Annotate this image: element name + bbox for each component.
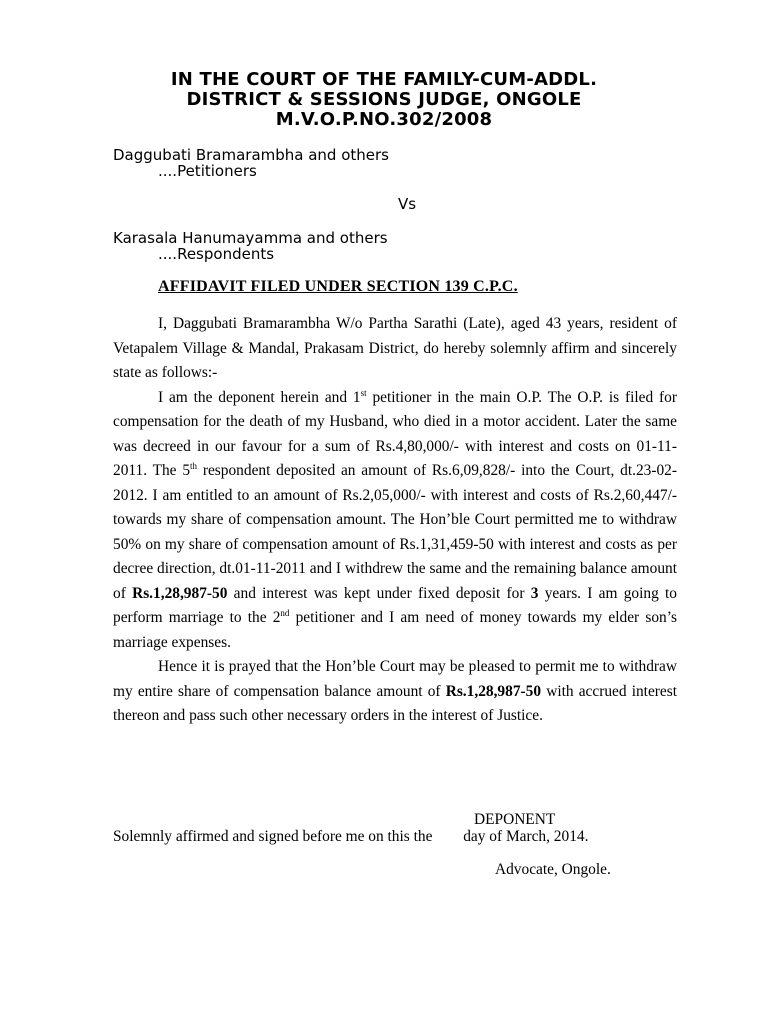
court-heading-line-2: DISTRICT & SESSIONS JUDGE, ONGOLE: [186, 89, 582, 110]
advocate-signature: Advocate, Ongole.: [495, 861, 611, 878]
respondent-name: Karasala Hanumayamma and others: [113, 229, 388, 247]
versus-label: Vs: [398, 195, 417, 213]
deponent-label: DEPONENT: [474, 811, 556, 828]
affidavit-title: AFFIDAVIT FILED UNDER SECTION 139 C.P.C.: [158, 278, 518, 295]
case-number: M.V.O.P.NO.302/2008: [275, 109, 493, 130]
affidavit-body: [113, 312, 677, 729]
balance-amount: Rs.1,28,987-50: [132, 584, 228, 602]
respondent-role: [158, 245, 274, 263]
petitioner-name: Daggubati Bramarambha and others: [113, 146, 389, 164]
respondent-role-text: ....Respondents: [158, 245, 275, 263]
court-heading: [0, 70, 768, 130]
paragraph-prayer: Hence it is prayed that the Hon’ble Court may be pleased to permit me to withdraw my entire share of compensation balance amount of Rs.1,28,987-50 with accrued interest thereon and pass such other necessary orders in the interest of Justice.: [113, 658, 678, 724]
prayer-amount: Rs.1,28,987-50: [445, 682, 542, 700]
paragraph-deponent-intro: I, Daggubati Bramarambha W/o Partha Sarathi (Late), aged 43 years, resident of Vetapalem Village & Mandal, Prakasam District, do hereby solemnly affirm and sincerely state as follows:-: [113, 315, 677, 381]
petitioner-role: ....Petitioners: [158, 162, 257, 180]
deposit-years: 3: [530, 584, 539, 602]
paragraph-statement: I am the deponent herein and 1st petitioner in the main O.P. The O.P. is filed for compensation for the death of my Husband, who died in a motor accident. Later the same was decreed in our favour for a sum of Rs.4,80,000/- with interest and costs on 01-11-2011. The 5th respondent deposited an amount of Rs.6,09,828/- into the Court, dt.23-02-2012. I am entitled to an amount of Rs.2,05,000/- with interest and costs of Rs.2,60,447/- towards my share of compensation amount. The Hon’ble Court permitted me to withdraw 50% on my share of compensation amount of Rs.1,31,459-50 with interest and costs as per decree direction, dt.01-11-2011 and I withdrew the same and the remaining balance amount of Rs.1,28,987-50 and interest was kept under fixed deposit for 3 years. I am going to perform marriage to the 2nd petitioner and I am need of money towards my elder son’s marriage expenses.: [113, 387, 678, 651]
solemn-affirmation: Solemnly affirmed and signed before me on this the day of March, 2014.: [113, 828, 589, 845]
court-heading-line-1: IN THE COURT OF THE FAMILY-CUM-ADDL.: [170, 69, 598, 90]
